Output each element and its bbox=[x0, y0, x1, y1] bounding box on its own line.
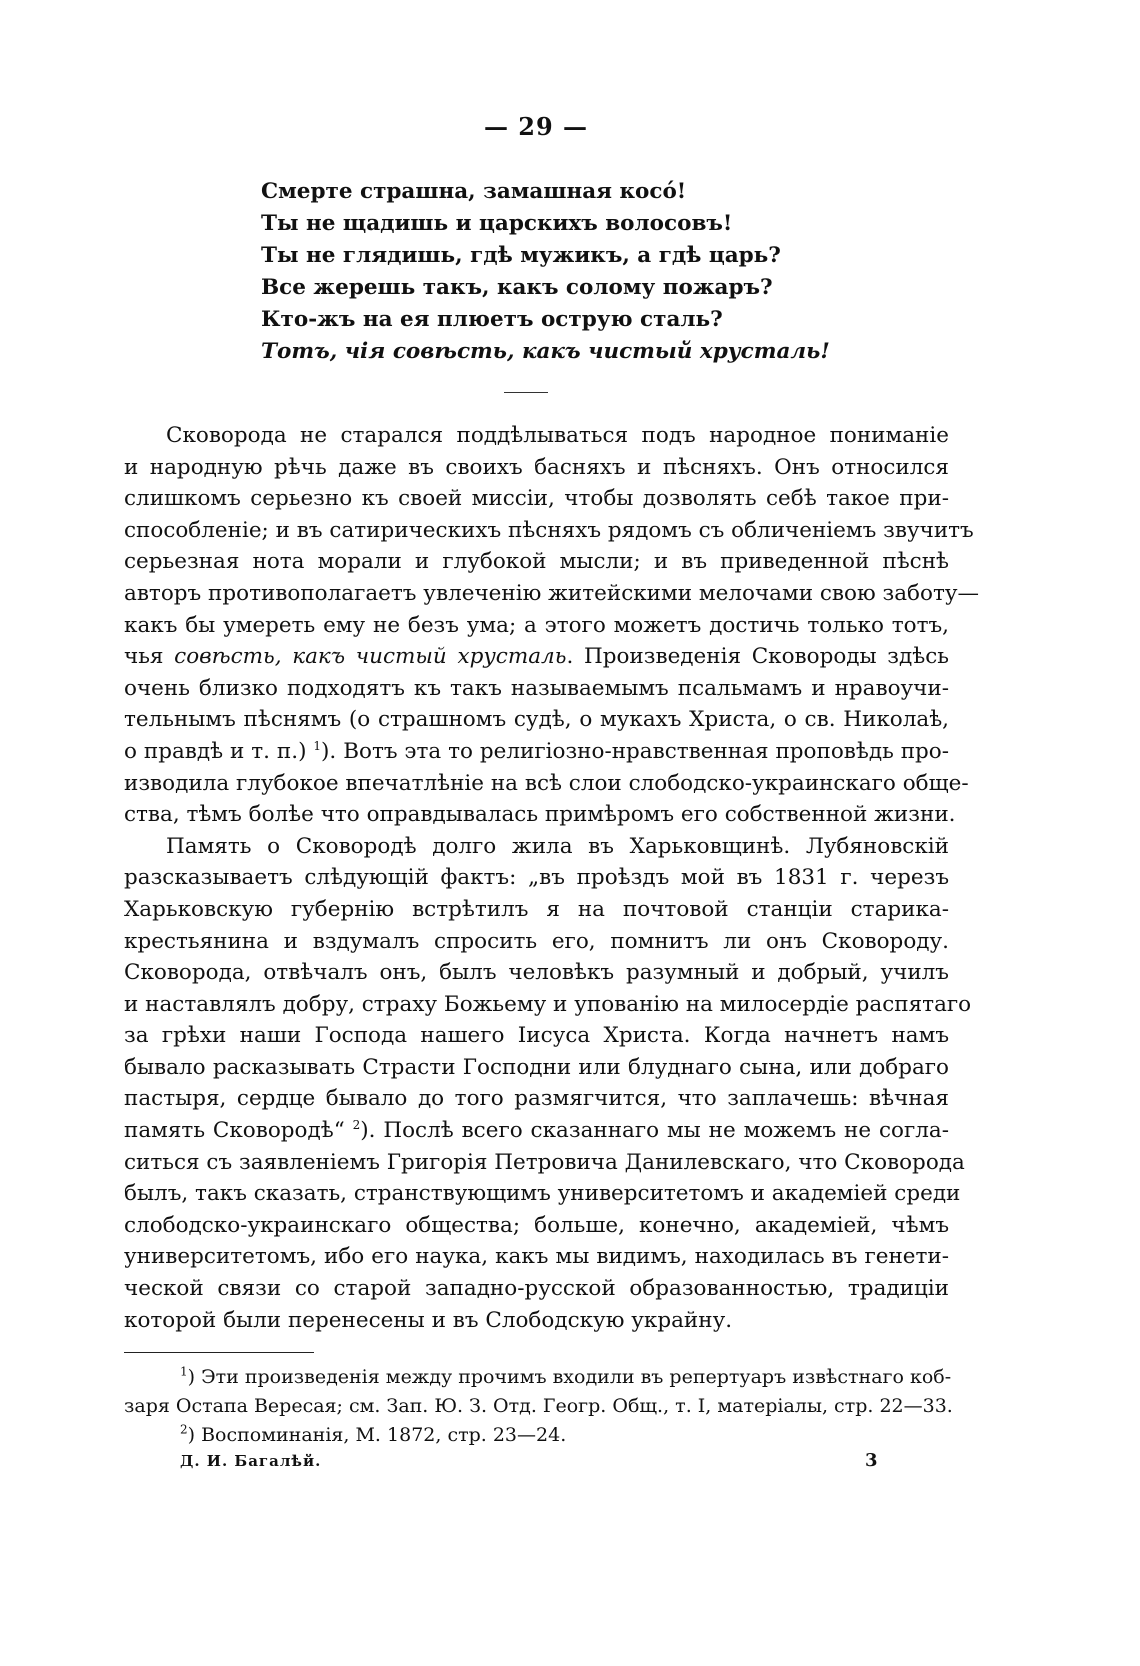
poem-line: Смерте страшна, замашная косо́! bbox=[261, 179, 687, 204]
text-line: изводила глубокое впечатлѣніе на всѣ слои слободско-украинскаго обще- bbox=[124, 770, 969, 796]
footnote-2-line bbox=[124, 1421, 949, 1450]
signature-mark: Д. И. Багалѣй. bbox=[180, 1452, 322, 1470]
text-line: пастыря, сердце бывало до того размягчится, что заплачешь: вѣчная bbox=[124, 1086, 949, 1112]
poem-line: Ты не щадишь и царскихъ волосовъ! bbox=[261, 211, 733, 236]
text-line: которой были перенесены и въ Слободскую украйну. bbox=[124, 1307, 733, 1333]
section-divider bbox=[504, 392, 548, 393]
text-line: Память о Сковородѣ долго жила въ Харьковщинѣ. Лубяновскій bbox=[166, 833, 949, 859]
text-line: какъ бы умереть ему не безъ ума; а этого можетъ достичь только тотъ, bbox=[124, 612, 949, 638]
poem-line: Все жерешь такъ, какъ солому пожаръ? bbox=[261, 275, 773, 300]
text-line: тельнымъ пѣснямъ (о страшномъ судѣ, о мукахъ Христа, о св. Николаѣ, bbox=[124, 707, 949, 733]
text-line: крестьянина и вздумалъ спросить его, помнитъ ли онъ Сковороду. bbox=[124, 928, 949, 954]
paragraph-1 bbox=[124, 420, 979, 831]
footnote-ref-1[interactable]: 1 bbox=[313, 738, 322, 753]
text-line: Сковорода не старался поддѣлываться подъ народное пониманіе bbox=[166, 423, 949, 448]
text-line: очень близко подходятъ къ такъ называемымъ псальмамъ и нравоучи- bbox=[124, 675, 949, 701]
text-line: слишкомъ серьезно къ своей миссіи, чтобы дозволять себѣ такое при- bbox=[124, 486, 949, 512]
text-line: разсказываетъ слѣдующій фактъ: „въ проѣздъ мой въ 1831 г. черезъ bbox=[124, 865, 949, 891]
text-run: ). Вотъ эта то религіозно-нравственная проповѣдь про- bbox=[321, 738, 949, 764]
footnote-1-line bbox=[124, 1363, 952, 1392]
poem-epigraph bbox=[261, 176, 830, 368]
poem-line: Кто-жъ на ея плюетъ острую сталь? bbox=[261, 307, 723, 332]
text-line: ства, тѣмъ болѣе что оправдывалась примѣромъ его собственной жизни. bbox=[124, 802, 956, 828]
text-line-mixed bbox=[124, 1115, 949, 1147]
text-line: и народную рѣчь даже въ своихъ басняхъ и пѣсняхъ. Онъ относился bbox=[124, 454, 949, 480]
text-line: слободско-украинскаго общества; больше, конечно, академіей, чѣмъ bbox=[124, 1212, 949, 1238]
text-line: Харьковскую губернію встрѣтилъ я на почтовой станціи старика- bbox=[124, 896, 949, 922]
text-run: чья bbox=[124, 644, 175, 670]
main-text bbox=[124, 420, 979, 1336]
text-run: . Произведенія Сковороды здѣсь bbox=[566, 644, 949, 670]
sheet-number: 3 bbox=[865, 1450, 878, 1471]
footnote-divider bbox=[124, 1352, 314, 1353]
footnote-1-line: заря Остапа Вересая; см. Зап. Ю. З. Отд. Геогр. Общ., т. I, матеріалы, стр. 22—33. bbox=[124, 1395, 953, 1417]
text-line: серьезная нота морали и глубокой мысли; и въ приведенной пѣснѣ bbox=[124, 549, 949, 575]
footnote-text: ) Эти произведенія между прочимъ входили въ репертуаръ извѣстнаго коб- bbox=[187, 1366, 952, 1388]
text-line: и наставлялъ добру, страху Божьему и упованію на милосердіе распятаго bbox=[124, 991, 972, 1017]
text-line: ческой связи со старой западно-русской образованностью, традиціи bbox=[124, 1276, 949, 1302]
text-line: за грѣхи наши Господа нашего Іисуса Христа. Когда начнетъ намъ bbox=[124, 1023, 949, 1049]
text-line: Сковорода, отвѣчалъ онъ, былъ человѣкъ разумный и добрый, училъ bbox=[124, 960, 949, 986]
text-line: авторъ противополагаетъ увлеченію житейскими мелочами свою заботу— bbox=[124, 580, 979, 606]
footnote-ref-2[interactable]: 2 bbox=[352, 1117, 361, 1132]
text-run: ). Послѣ всего сказаннаго мы не можемъ не согла- bbox=[360, 1118, 949, 1144]
text-line-mixed bbox=[124, 641, 949, 673]
text-line: былъ, такъ сказать, странствующимъ университетомъ и академіей среди bbox=[124, 1181, 961, 1207]
poem-last-line: Тотъ, чія совѣсть, какъ чистый хрусталь! bbox=[261, 339, 830, 364]
poem-line: Ты не глядишь, гдѣ мужикъ, а гдѣ царь? bbox=[261, 243, 781, 268]
page-number: — 29 — bbox=[483, 112, 589, 141]
text-run: о правдѣ и т. п.) bbox=[124, 738, 314, 764]
paragraph-2 bbox=[124, 831, 972, 1337]
text-line: ситься съ заявленіемъ Григорія Петровича Данилевскаго, что Сковорода bbox=[124, 1149, 965, 1175]
text-line-mixed bbox=[124, 736, 949, 768]
footnotes bbox=[124, 1363, 953, 1450]
text-run: память Сковородѣ“ bbox=[124, 1118, 353, 1144]
footnote-mark-1: 1 bbox=[180, 1364, 188, 1379]
text-line: способленіе; и въ сатирическихъ пѣсняхъ рядомъ съ обличеніемъ звучитъ bbox=[124, 517, 974, 543]
footnote-mark-2: 2 bbox=[180, 1422, 188, 1437]
text-line: бывало расказывать Страсти Господни или блуднаго сына, или добраго bbox=[124, 1054, 949, 1080]
italic-quote: совѣсть, какъ чистый хрусталь bbox=[174, 644, 567, 670]
footnote-text: ) Воспоминанія, М. 1872, стр. 23—24. bbox=[187, 1424, 567, 1446]
text-line: университетомъ, ибо его наука, какъ мы видимъ, находилась въ генети- bbox=[124, 1244, 949, 1270]
